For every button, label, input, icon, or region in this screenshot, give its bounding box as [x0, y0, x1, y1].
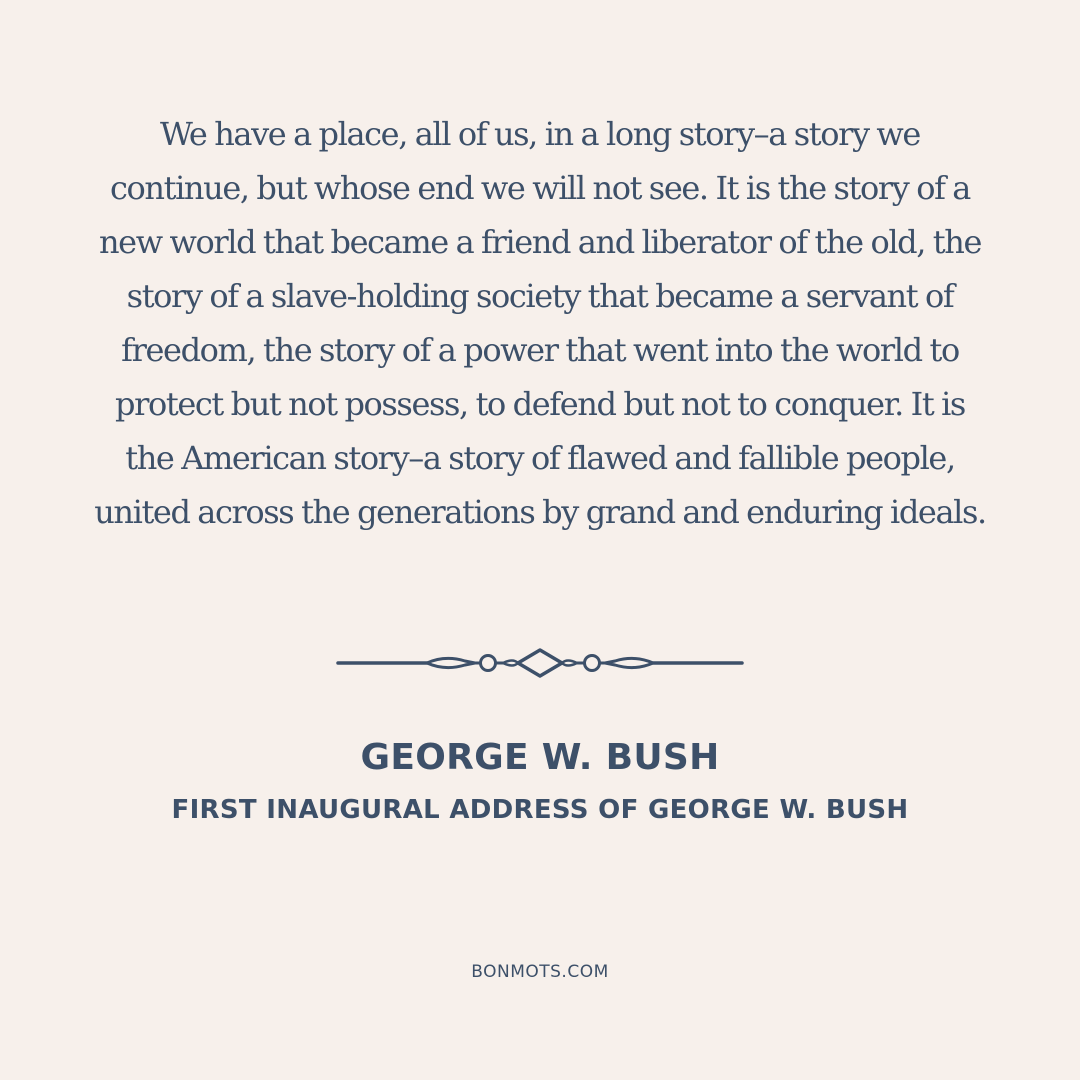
quote-text: We have a place, all of us, in a long story–a story we continue, but whose end we will not see. It is the story of a new world that became a friend and liberator of the old, the story of a slave-holding society that became a servant of freedom, the story of a power that went into the world to protect but not possess, to defend but not to conquer. It is the American story–a story of flawed and fallible people, united across the generations by grand and enduring ideals. — [94, 115, 986, 531]
flourish-divider-icon — [335, 646, 745, 680]
quote-source: FIRST INAUGURAL ADDRESS OF GEORGE W. BUSH — [171, 795, 909, 825]
author-name: GEORGE W. BUSH — [360, 737, 720, 778]
site-watermark: BONMOTS.COM — [471, 962, 609, 982]
